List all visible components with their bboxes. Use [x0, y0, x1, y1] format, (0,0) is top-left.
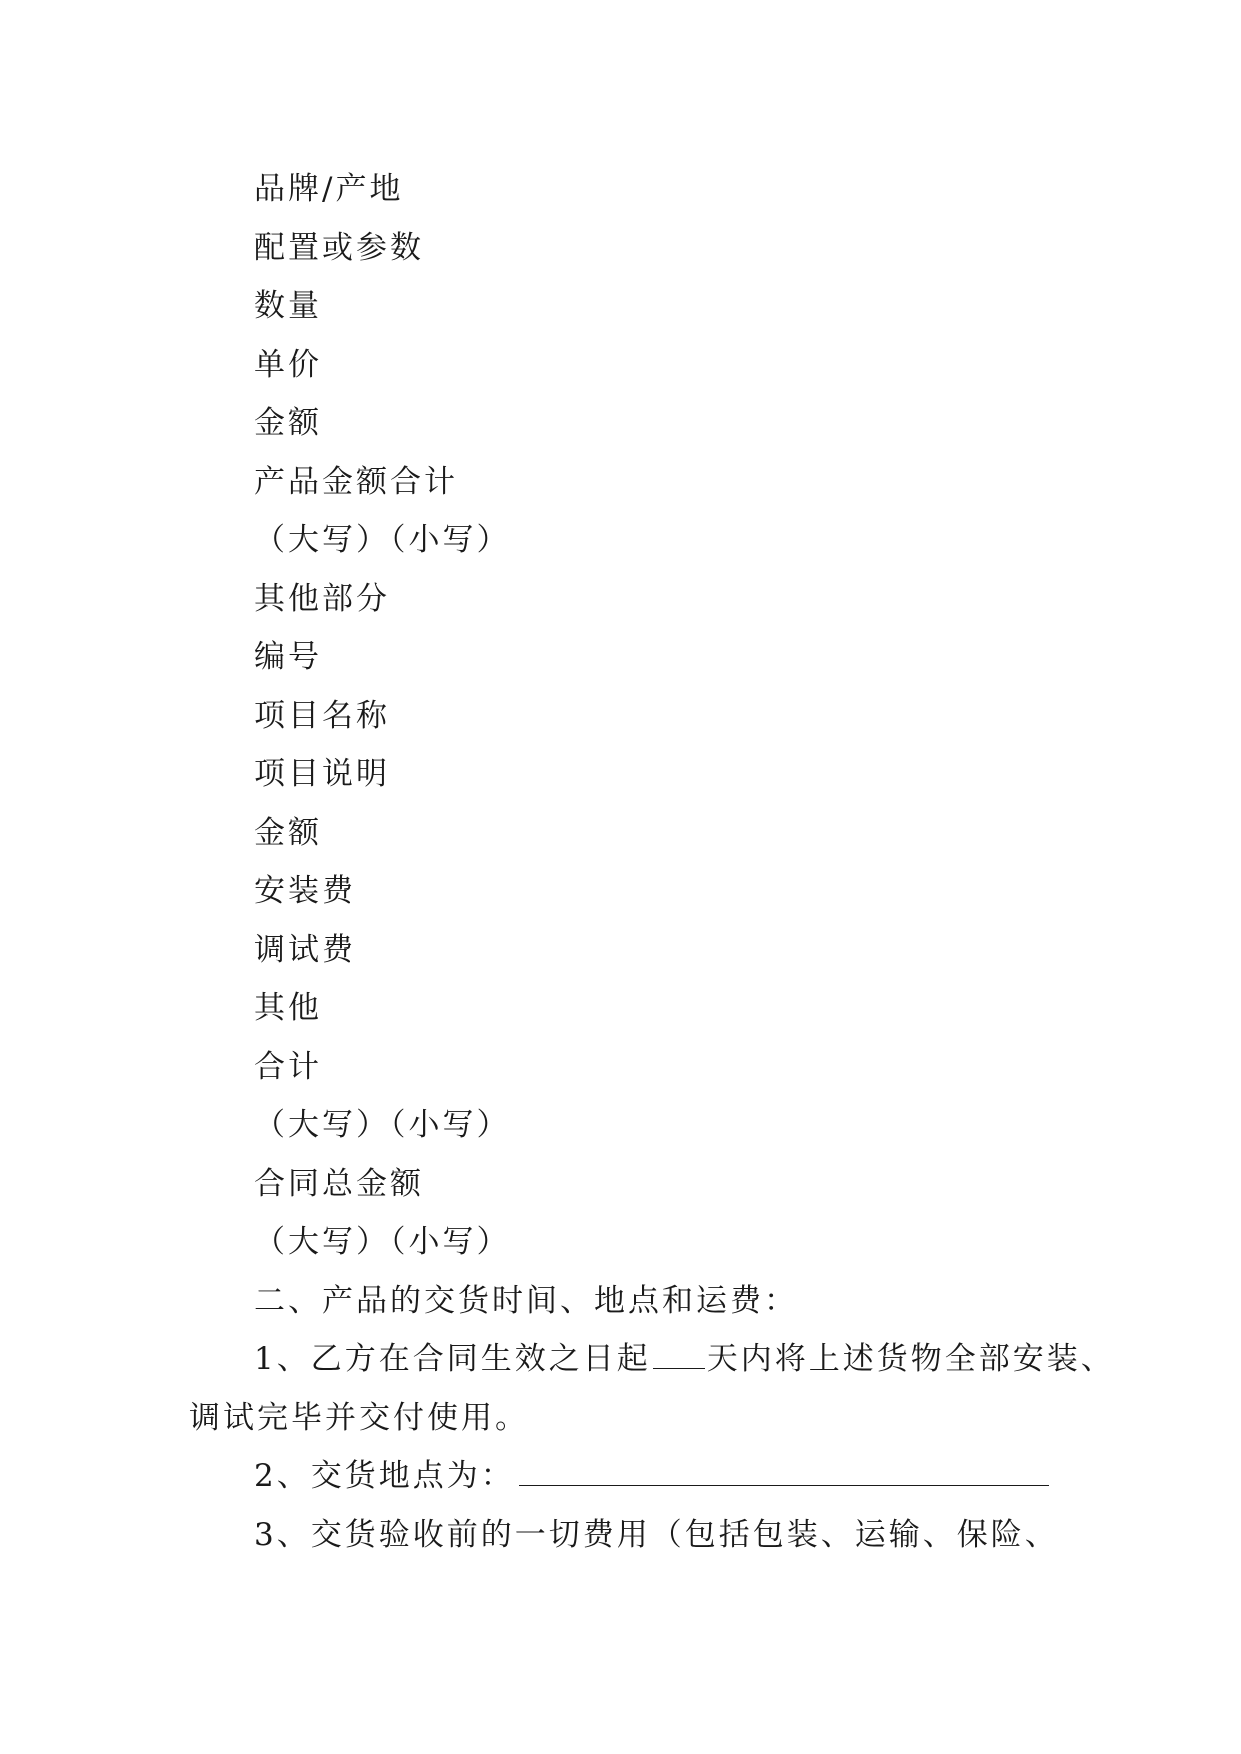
clause-3: 3、交货验收前的一切费用（包括包装、运输、保险、: [254, 1516, 1059, 1553]
section-heading: 二、产品的交货时间、地点和运费：: [254, 1282, 798, 1319]
document-body: [189, 160, 1115, 1564]
list-item: （大写）（小写）: [254, 1107, 511, 1143]
clause-1-text-start: 1、乙方在合同生效之日起: [254, 1341, 651, 1377]
list-item: 合计: [254, 1048, 322, 1085]
list-item: 调试费: [254, 931, 356, 968]
list-item: 产品金额合计: [254, 463, 458, 500]
list-item: 其他: [254, 990, 322, 1026]
list-item: 配置或参数: [254, 229, 424, 266]
list-item: 项目名称: [254, 697, 390, 734]
list-item: 金额: [254, 405, 322, 441]
list-item: 单价: [254, 346, 322, 383]
clause-2-label: 2、交货地点为：: [254, 1458, 515, 1494]
list-item: 编号: [254, 639, 322, 675]
list-item: 安装费: [254, 873, 356, 909]
days-blank: [653, 1342, 705, 1369]
list-item: （大写）（小写）: [254, 1224, 511, 1260]
clause-1: [189, 1330, 1115, 1389]
list-item: （大写）（小写）: [254, 522, 511, 558]
list-item: 金额: [254, 814, 322, 851]
list-item: 合同总金额: [254, 1165, 424, 1202]
list-item: 数量: [254, 288, 322, 324]
clause-1-text-end: 天内将上述货物全部安装、: [706, 1341, 1115, 1377]
clause-1-continuation: 调试完毕并交付使用。: [189, 1399, 529, 1436]
delivery-location-blank: [519, 1459, 1049, 1486]
clause-2: [189, 1447, 1069, 1506]
list-item: 其他部分: [254, 580, 390, 617]
list-item: 品牌/产地: [254, 171, 404, 207]
list-item: 项目说明: [254, 756, 390, 792]
